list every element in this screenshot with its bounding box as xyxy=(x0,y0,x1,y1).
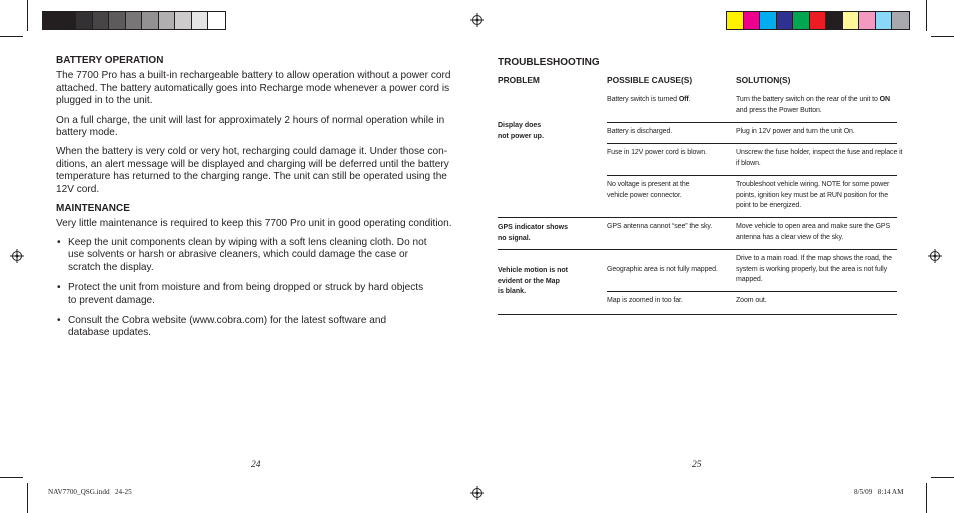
list-item xyxy=(56,315,398,340)
crop-mark xyxy=(926,483,927,513)
color-swatch xyxy=(142,12,159,29)
color-swatch xyxy=(60,12,77,29)
solution-cell: Move vehicle to open area and make sure the GPS antenna has a clear view of the sky. xyxy=(736,223,891,241)
bullet-icon: • xyxy=(57,282,61,294)
process-color-bar xyxy=(726,11,910,30)
registration-mark-icon xyxy=(470,486,484,500)
color-swatch xyxy=(175,12,192,29)
row-divider xyxy=(498,217,897,218)
problem-cell: Vehicle motion is not evident or the Map is blank. xyxy=(498,267,569,296)
color-swatch xyxy=(843,12,860,29)
solution-cell: Zoom out. xyxy=(736,297,767,304)
bullet-icon: • xyxy=(57,236,61,248)
color-swatch xyxy=(859,12,876,29)
row-divider xyxy=(607,175,897,176)
battery-section xyxy=(56,55,460,340)
crop-mark xyxy=(0,477,23,478)
grayscale-color-bar xyxy=(42,11,226,30)
cause-cell: GPS antenna cannot “see” the sky. xyxy=(607,223,713,230)
color-swatch xyxy=(159,12,176,29)
list-item xyxy=(56,237,431,274)
registration-mark-icon xyxy=(470,13,484,27)
crop-mark xyxy=(27,483,28,513)
page-number-left: 24 xyxy=(251,460,261,470)
maintenance-bullet-list xyxy=(56,237,431,340)
cause-cell: Battery switch is turned Off. xyxy=(607,96,691,103)
list-item xyxy=(56,282,431,307)
bullet-text: Consult the Cobra website (www.cobra.com) for the latest software and database updates. xyxy=(68,314,387,339)
column-header-solution: SOLUTION(S) xyxy=(736,75,791,85)
registration-mark-icon xyxy=(928,249,942,263)
crop-mark xyxy=(931,36,954,37)
color-swatch xyxy=(126,12,143,29)
row-divider xyxy=(498,249,897,250)
registration-mark-icon xyxy=(10,249,24,263)
cause-cell: Fuse in 12V power cord is blown. xyxy=(607,149,707,156)
color-swatch xyxy=(93,12,110,29)
battery-paragraph-3: When the battery is very cold or very hot, recharging could damage it. Under those con-ditions, an alert message will be displayed and charging will be deferred until the battery temperature has returned to the charging range. The unit can still be operated using the 12V cord. xyxy=(56,146,449,195)
color-swatch xyxy=(192,12,209,29)
column-header-cause: POSSIBLE CAUSE(S) xyxy=(607,75,693,85)
cause-cell: No voltage is present at the vehicle power connector. xyxy=(607,181,690,199)
bullet-text: Protect the unit from moisture and from being dropped or struck by hard objects to prevent damage. xyxy=(68,282,424,306)
color-swatch xyxy=(727,12,744,29)
row-divider xyxy=(607,143,897,144)
crop-mark xyxy=(931,477,954,478)
color-swatch xyxy=(826,12,843,29)
solution-cell: Turn the battery switch on the rear of the unit to ON and press the Power Button. xyxy=(736,96,890,114)
color-swatch xyxy=(876,12,893,29)
maintenance-intro: Very little maintenance is required to keep this 7700 Pro unit in good operating condition. xyxy=(56,218,452,230)
color-swatch xyxy=(208,12,225,29)
problem-cell: Display does not power up. xyxy=(498,122,544,140)
bullet-text: Keep the unit components clean by wiping with a soft lens cleaning cloth. Do not use solvents or harsh or abrasive cleaners, which could damage the case or scratch the display. xyxy=(68,236,427,273)
row-divider xyxy=(607,291,897,292)
solution-cell: Troubleshoot vehicle wiring. NOTE for some power points, ignition key must be at RUN position for the point to be energized. xyxy=(736,181,890,210)
cause-cell: Map is zoomed in too far. xyxy=(607,297,683,304)
maintenance-heading: MAINTENANCE xyxy=(56,203,130,215)
column-header-problem: PROBLEM xyxy=(498,75,540,85)
page-number-right: 25 xyxy=(692,460,702,470)
crop-mark xyxy=(27,0,28,31)
cause-cell: Battery is discharged. xyxy=(607,128,673,135)
troubleshooting-heading: TROUBLESHOOTING xyxy=(498,57,600,68)
cause-cell: Geographic area is not fully mapped. xyxy=(607,266,718,273)
bullet-icon: • xyxy=(57,314,61,326)
file-slug: NAV7700_QSG.indd 24-25 xyxy=(48,488,132,496)
solution-cell: Drive to a main road. If the map shows the road, the system is working properly, but the area is not fully mapped. xyxy=(736,255,892,284)
color-swatch xyxy=(744,12,761,29)
battery-paragraph-1: The 7700 Pro has a built-in rechargeable battery to allow operation without a power cord attached. The battery automatically goes into Recharge mode whenever a power cord is plugged in to the unit. xyxy=(56,70,451,107)
crop-mark xyxy=(0,36,23,37)
color-swatch xyxy=(892,12,909,29)
crop-mark xyxy=(926,0,927,31)
color-swatch xyxy=(793,12,810,29)
color-swatch xyxy=(760,12,777,29)
battery-heading: BATTERY OPERATION xyxy=(56,55,164,66)
color-swatch xyxy=(109,12,126,29)
color-swatch xyxy=(810,12,827,29)
date-slug: 8/5/09 8:14 AM xyxy=(854,488,904,496)
color-swatch xyxy=(777,12,794,29)
solution-cell: Plug in 12V power and turn the unit On. xyxy=(736,128,855,135)
solution-cell: Unscrew the fuse holder, inspect the fuse and replace it if blown. xyxy=(736,149,903,167)
table-bottom-rule xyxy=(498,314,897,315)
color-swatch xyxy=(76,12,93,29)
color-swatch xyxy=(43,12,60,29)
row-divider xyxy=(607,122,897,123)
problem-cell: GPS indicator shows no signal. xyxy=(498,224,569,242)
battery-paragraph-2: On a full charge, the unit will last for approximately 2 hours of normal operation while in battery mode. xyxy=(56,114,445,139)
